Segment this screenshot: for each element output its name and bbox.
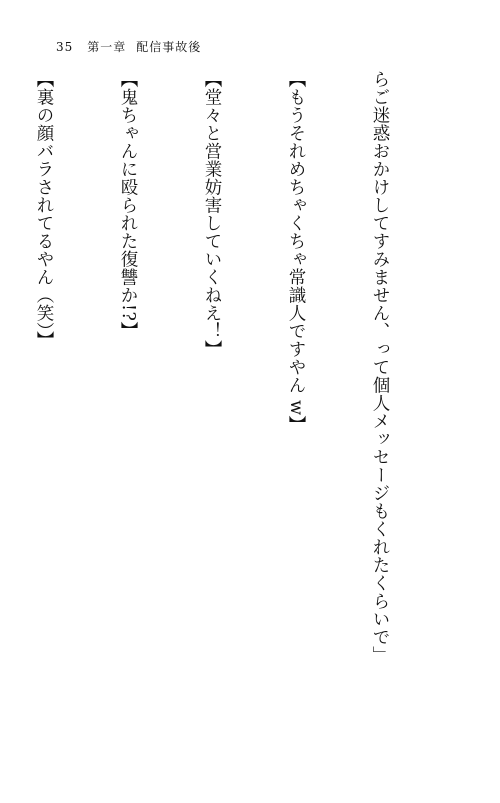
text-line: 【堂々と営業妨害していくねえ！】 xyxy=(202,70,222,358)
chapter-title: 配信事故後 xyxy=(136,40,202,54)
text-line: 【もうそれめちゃくちゃ常識人ですやん w】 xyxy=(286,70,306,434)
text-line: 【裏の顔バラされてるやん（笑）】 xyxy=(34,70,54,350)
text-line: 【鬼ちゃんに殴られた復讐か!?】 xyxy=(118,70,138,340)
vertical-body-text xyxy=(0,70,450,670)
running-header xyxy=(56,38,201,55)
chapter-label: 第一章 xyxy=(87,40,127,54)
page-number: 35 xyxy=(56,40,74,54)
text-line: らご迷惑おかけしてすみません、って個人メッセージもくれたくらいで」 xyxy=(370,70,390,664)
